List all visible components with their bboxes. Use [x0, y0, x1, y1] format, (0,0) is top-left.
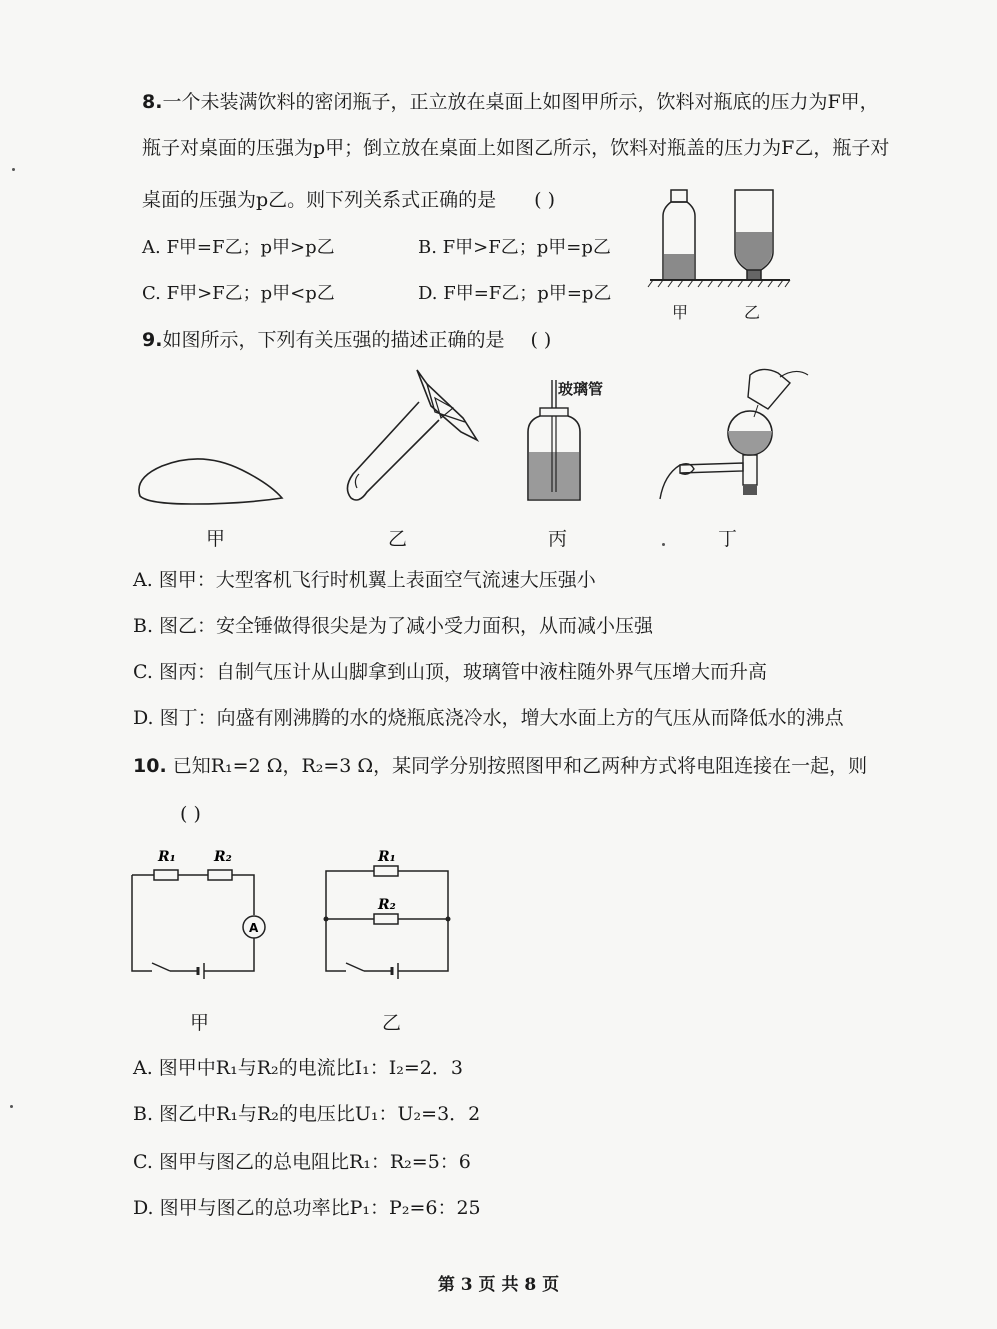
- scan-speck: [10, 1105, 13, 1108]
- q9-stem: 如图所示，下列有关压强的描述正确的是: [162, 329, 505, 351]
- parallel-switch: [346, 963, 364, 971]
- q9-option-d: D. 图丁：向盛有刚沸腾的水的烧瓶底浇冷水，增大水面上方的气压从而降低水的沸点: [133, 707, 844, 729]
- q9-label-jia: 甲: [206, 528, 226, 550]
- scan-speck: [662, 543, 665, 546]
- wing-figure: [132, 448, 287, 510]
- q8-line3: [142, 188, 555, 212]
- q10-stem: 已知R₁=2 Ω，R₂=3 Ω，某同学分别按照图甲和乙两种方式将电阻连接在一起，则: [172, 755, 868, 777]
- q10-label-yi: 乙: [382, 1012, 402, 1034]
- parallel-r1: [374, 866, 398, 876]
- q10-option-d: D. 图甲与图乙的总功率比P₁：P₂=6：25: [133, 1197, 481, 1219]
- q10-option-b: B. 图乙中R₁与R₂的电压比U₁：U₂=3．2: [133, 1103, 481, 1125]
- series-r2-label: R₂: [214, 849, 232, 865]
- q9-label-ding: 丁: [718, 528, 738, 550]
- q9-label-yi: 乙: [388, 528, 408, 550]
- series-r1-label: R₁: [158, 849, 176, 865]
- glass-tube-label: 玻璃管: [558, 380, 604, 398]
- safety-hammer-figure: [335, 362, 485, 507]
- page-footer: 第 3 页 共 8 页: [437, 1275, 560, 1295]
- q8-label-jia: 甲: [672, 303, 689, 322]
- q9-bracket: ( ): [530, 329, 552, 351]
- q8-stem-3: 桌面的压强为p乙。则下列关系式正确的是: [142, 189, 497, 211]
- q9-label-bing: 丙: [548, 528, 568, 550]
- parallel-circuit: [318, 845, 458, 980]
- series-switch: [152, 963, 170, 971]
- q9-option-a: A. 图甲：大型客机飞行时机翼上表面空气流速大压强小: [133, 569, 596, 591]
- q9-option-b: B. 图乙：安全锤做得很尖是为了减小受力面积，从而减小压强: [133, 615, 654, 637]
- q8-option-c: C. F甲>F乙；p甲<p乙: [142, 283, 335, 304]
- upright-bottle: [663, 190, 695, 280]
- q9-option-c: C. 图丙：自制气压计从山脚拿到山顶，玻璃管中液柱随外界气压增大而升高: [133, 661, 767, 683]
- series-r1: [154, 870, 178, 880]
- flask-figure: [650, 365, 820, 505]
- parallel-r2: [374, 914, 398, 924]
- series-r2: [208, 870, 232, 880]
- q10-number: 10.: [133, 755, 167, 777]
- q8-option-a: A. F甲=F乙；p甲>p乙: [142, 237, 335, 258]
- q8-bracket: ( ): [534, 189, 556, 211]
- q8-option-b: B. F甲>F乙；p甲=p乙: [418, 237, 611, 258]
- parallel-r2-label: R₂: [378, 897, 396, 913]
- q10-option-c: C. 图甲与图乙的总电阻比R₁：R₂=5：6: [133, 1151, 471, 1173]
- q8-number: 8.: [142, 91, 163, 113]
- scan-speck: [12, 168, 15, 171]
- inverted-bottle: [735, 190, 773, 280]
- q8-stem-1: 一个未装满饮料的密闭瓶子，正立放在桌面上如图甲所示，饮料对瓶底的压力为F甲，: [162, 91, 879, 113]
- q8-line1: [142, 90, 879, 114]
- q8-option-d: D. F甲=F乙；p甲=p乙: [418, 283, 612, 304]
- q10-option-a: A. 图甲中R₁与R₂的电流比I₁：I₂=2．3: [133, 1057, 463, 1079]
- q10-label-jia: 甲: [190, 1012, 210, 1034]
- ammeter-label: A: [249, 921, 259, 935]
- q9-line: [142, 328, 551, 352]
- barometer-figure: [520, 380, 590, 508]
- series-circuit: [124, 845, 274, 980]
- q9-number: 9.: [142, 329, 163, 351]
- parallel-r1-label: R₁: [378, 849, 396, 865]
- q10-bracket: ( ): [180, 803, 201, 825]
- q8-label-yi: 乙: [744, 303, 761, 322]
- q8-line2: 瓶子对桌面的压强为p甲；倒立放在桌面上如图乙所示，饮料对瓶盖的压力为F乙，瓶子对: [142, 137, 890, 159]
- q8-bottles-figure: [645, 182, 795, 292]
- q10-line: [133, 754, 867, 778]
